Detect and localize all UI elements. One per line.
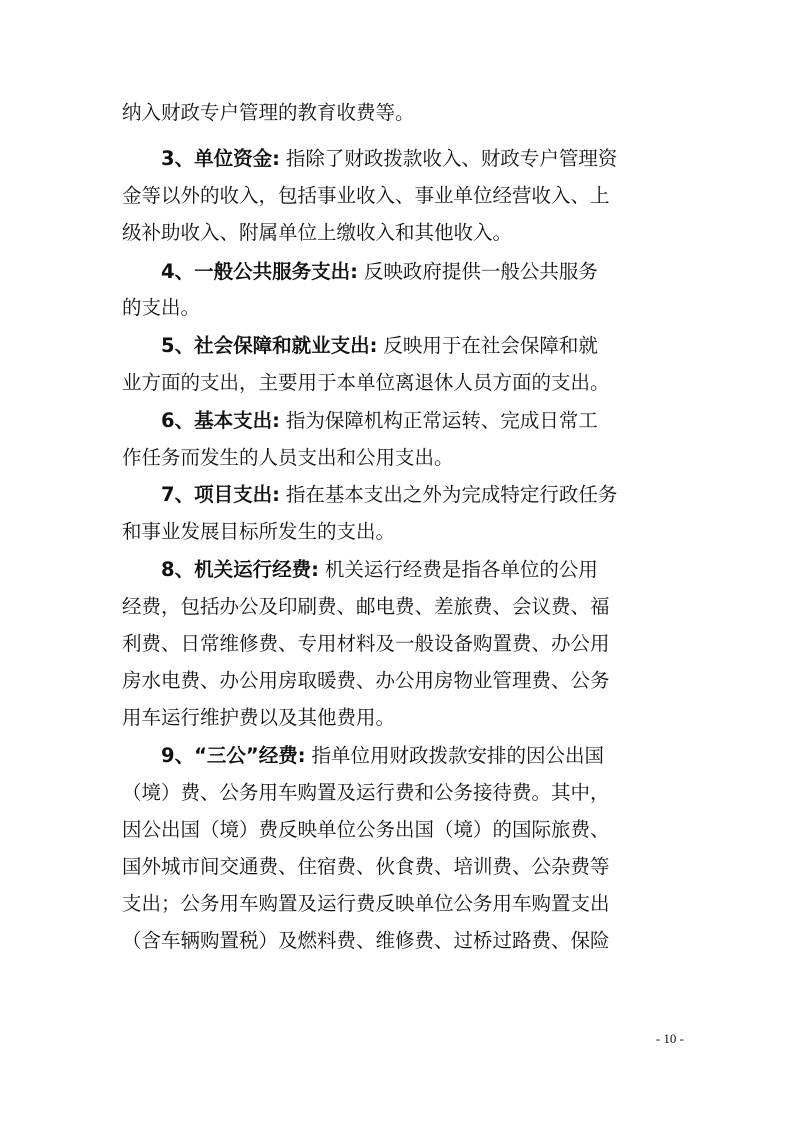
body-text: 国外城市间交通费、住宿费、伙食费、培训费、公杂费等 xyxy=(122,855,610,878)
body-text: 业方面的支出，主要用于本单位离退休人员方面的支出。 xyxy=(122,371,610,394)
body-text: 作任务而发生的人员支出和公用支出。 xyxy=(122,446,454,469)
term-heading: 8、机关运行经费: xyxy=(161,558,319,581)
body-text: 指为保障机构正常运转、完成日常工 xyxy=(285,409,598,432)
paragraph-line xyxy=(0,885,794,923)
paragraph-line xyxy=(0,922,794,960)
body-text: 金等以外的收入，包括事业收入、事业单位经营收入、上 xyxy=(122,184,610,207)
paragraph-line xyxy=(0,253,794,291)
body-text: 指单位用财政拨款安排的因公出国 xyxy=(311,744,605,767)
paragraph-line xyxy=(0,699,794,737)
paragraph-line xyxy=(0,140,794,178)
paragraph-line xyxy=(0,662,794,700)
paragraph-line xyxy=(0,94,794,132)
body-text: 指在基本支出之外为完成特定行政任务 xyxy=(285,483,618,506)
term-heading: 4、一般公共服务支出: xyxy=(161,260,358,283)
body-text: 利费、日常维修费、专用材料及一般设备购置费、办公用 xyxy=(122,632,610,655)
term-heading: 3、单位资金: xyxy=(161,147,280,170)
body-text: 用车运行维护费以及其他费用。 xyxy=(122,706,396,729)
paragraph-line xyxy=(0,513,794,551)
paragraph-line xyxy=(0,327,794,365)
paragraph-line xyxy=(0,737,794,775)
term-heading: 6、基本支出: xyxy=(161,409,280,432)
paragraph-line xyxy=(0,811,794,849)
body-text: 反映政府提供一般公共服务 xyxy=(363,260,598,283)
body-text: （境）费、公务用车购置及运行费和公务接待费。其中， xyxy=(122,781,610,804)
body-text: 级补助收入、附属单位上缴收入和其他收入。 xyxy=(122,221,513,244)
body-text: 房水电费、办公用房取暖费、办公用房物业管理费、公务 xyxy=(122,669,610,692)
paragraph-line xyxy=(0,588,794,626)
body-text: 纳入财政专户管理的教育收费等。 xyxy=(122,101,415,124)
body-text: 反映用于在社会保障和就 xyxy=(383,334,598,357)
body-text: 机关运行经费是指各单位的公用 xyxy=(324,558,598,581)
body-text: （含车辆购置税）及燃料费、维修费、过桥过路费、保险 xyxy=(122,929,610,952)
paragraph-line xyxy=(0,402,794,440)
paragraph-line xyxy=(0,774,794,812)
paragraph-line xyxy=(0,439,794,477)
body-text: 指除了财政拨款收入、财政专户管理资 xyxy=(285,147,618,170)
paragraph-line xyxy=(0,289,794,327)
term-heading: 5、社会保障和就业支出: xyxy=(161,334,378,357)
body-text: 因公出国（境）费反映单位公务出国（境）的国际旅费、 xyxy=(122,818,610,841)
page-number: - 10 - xyxy=(655,1031,684,1046)
body-text: 支出；公务用车购置及运行费反映单位公务用车购置支出 xyxy=(122,892,610,915)
paragraph-line xyxy=(0,551,794,589)
term-heading: 9、“三公”经费: xyxy=(161,744,306,767)
body-text: 和事业发展目标所发生的支出。 xyxy=(122,520,396,543)
term-heading: 7、项目支出: xyxy=(161,483,280,506)
paragraph-line xyxy=(0,625,794,663)
paragraph-line xyxy=(0,214,794,252)
paragraph-line xyxy=(0,177,794,215)
body-text: 经费，包括办公及印刷费、邮电费、差旅费、会议费、福 xyxy=(122,595,610,618)
paragraph-line xyxy=(0,476,794,514)
paragraph-line xyxy=(0,364,794,402)
paragraph-line xyxy=(0,848,794,886)
body-text: 的支出。 xyxy=(122,296,201,319)
